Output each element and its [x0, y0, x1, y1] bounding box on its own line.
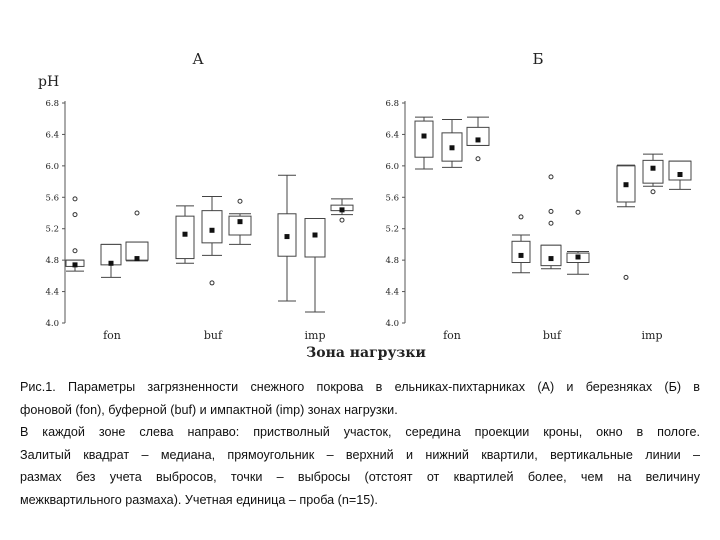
- panel-2-fon-box-3-median: [476, 137, 481, 142]
- panel-2-y-tick-label: 6.8: [385, 99, 399, 109]
- panel-2-x-tick-label-imp: imp: [641, 329, 663, 342]
- panel-1-imp-box-2-median: [313, 233, 318, 238]
- panel-1-x-tick-label-fon: fon: [103, 329, 121, 342]
- panel-1-buf-box-3-iqr-box: [229, 216, 251, 235]
- panel-1-fon-box-1-outlier-3: [73, 197, 77, 201]
- panel-1-buf-box-3-median: [238, 219, 243, 224]
- panel-1-imp-box-3-outlier-1: [340, 218, 344, 222]
- panel-2-fon-box-1-median: [422, 134, 427, 139]
- panel-1-y-tick-label: 6.4: [45, 130, 59, 141]
- caption-line-3: В каждой зоне слева направо: пристволный участок, середина проекции кроны, окно в пологе.: [20, 425, 700, 439]
- panel-2-imp-box-2-outlier-1: [651, 190, 655, 194]
- panel-1-y-tick-label: 6.0: [45, 161, 59, 172]
- panel-2-buf-box-1-median: [519, 253, 524, 258]
- panel-2-fon-box-2-median: [450, 145, 455, 150]
- panel-2-y-tick-label: 5.2: [385, 224, 399, 235]
- panel-2-y-tick-label: 4.8: [385, 256, 399, 267]
- caption-line-1: Рис.1. Параметры загрязненности снежного покрова в ельниках-пихтарниках (А) и березняках (Б) в: [20, 380, 700, 394]
- panel-2-buf-box-3-median: [576, 255, 581, 260]
- panel-1-buf-box-2-iqr-box: [202, 211, 222, 243]
- panel-2-imp-box-3-iqr-box: [669, 161, 691, 180]
- panel-1-title: А: [192, 50, 204, 68]
- panel-1-y-tick-label: 4.4: [45, 287, 59, 298]
- panel-2-y-tick-label: 4.4: [385, 287, 399, 298]
- panel-1-imp-box-1-median: [285, 234, 290, 239]
- panel-2-fon-box-1-iqr-box: [415, 121, 433, 157]
- panel-1-fon-box-3-median: [135, 256, 140, 261]
- panel-2-fon-box-3-iqr-box: [467, 127, 489, 145]
- panel-2-buf-box-3-outlier-1: [576, 210, 580, 214]
- caption-line-4: Залитый квадрат – медиана, прямоугольник – верхний и нижний квартили, вертикальные линии –: [20, 447, 700, 462]
- panel-1-y-tick-label: 5.2: [45, 224, 59, 235]
- caption-line-2: фоновой (fon), буферной (buf) и импактной (imp) зонах нагрузки.: [20, 402, 398, 417]
- panel-2-buf-box-2-outlier-1: [549, 221, 553, 225]
- panel-1-x-axis-label: Зона нагрузки: [306, 345, 426, 361]
- panel-2-y-tick-label: 4.0: [385, 319, 399, 329]
- panel-1-fon-box-3-outlier-1: [135, 211, 139, 215]
- panel-1-y-tick-label: 4.8: [45, 256, 59, 267]
- panel-2-fon-box-3-outlier-1: [476, 157, 480, 161]
- panel-1-y-tick-label: 4.0: [45, 319, 59, 329]
- panel-2-buf-box-2-iqr-box: [541, 245, 561, 265]
- panel-2-buf-box-2-outlier-3: [549, 175, 553, 179]
- panel-2-imp-box-2-median: [651, 166, 656, 171]
- panel-2-buf-box-1-iqr-box: [512, 241, 530, 262]
- panel-2-x-tick-label-fon: fon: [443, 329, 461, 342]
- panel-2-imp-box-1-median: [624, 182, 629, 187]
- panel-1-buf-box-1-iqr-box: [176, 216, 194, 258]
- panel-1-fon-box-1-median: [73, 262, 78, 267]
- panel-1-fon-box-2-median: [109, 261, 114, 266]
- panel-2-title: Б: [532, 50, 544, 68]
- panel-2-buf-box-2-outlier-2: [549, 209, 553, 213]
- panel-2-buf-box-2-median: [549, 256, 554, 261]
- panel-1-fon-box-1-outlier-2: [73, 213, 77, 217]
- panel-1-buf-box-3-outlier-1: [238, 199, 242, 203]
- panel-2-imp-box-2-iqr-box: [643, 160, 663, 183]
- caption-line-5: размах без учета выбросов, точки – выбросы (отстоят от квартилей более, чем на величину: [20, 470, 700, 484]
- panel-1-x-tick-label-buf: buf: [203, 329, 223, 342]
- panel-1-fon-box-1-outlier-1: [73, 249, 77, 253]
- panel-1-buf-box-2-outlier-1: [210, 281, 214, 285]
- panel-2-buf-box-1-outlier-1: [519, 215, 523, 219]
- figure-caption: [20, 376, 700, 511]
- panel-2-y-tick-label: 5.6: [385, 193, 399, 204]
- panel-2-y-tick-label: 6.4: [385, 130, 399, 141]
- panel-1-buf-box-2-median: [210, 228, 215, 233]
- caption-line-6: межквартильного размаха). Учетная единица – проба (n=15).: [20, 492, 378, 507]
- panel-2-imp-box-3-median: [678, 172, 683, 177]
- panel-1-imp-box-2-iqr-box: [305, 219, 325, 258]
- panel-1-y-axis-label: pH: [38, 74, 60, 90]
- panel-1-x-tick-label-imp: imp: [304, 329, 326, 342]
- panel-1-y-tick-label: 5.6: [45, 193, 59, 204]
- panel-2-x-tick-label-buf: buf: [542, 329, 562, 342]
- panel-1-y-tick-label: 6.8: [45, 99, 59, 109]
- panel-1-buf-box-1-median: [183, 232, 188, 237]
- panel-2-imp-box-1-outlier-1: [624, 275, 628, 279]
- panel-2-y-tick-label: 6.0: [385, 161, 399, 172]
- panel-1-imp-box-3-median: [340, 207, 345, 212]
